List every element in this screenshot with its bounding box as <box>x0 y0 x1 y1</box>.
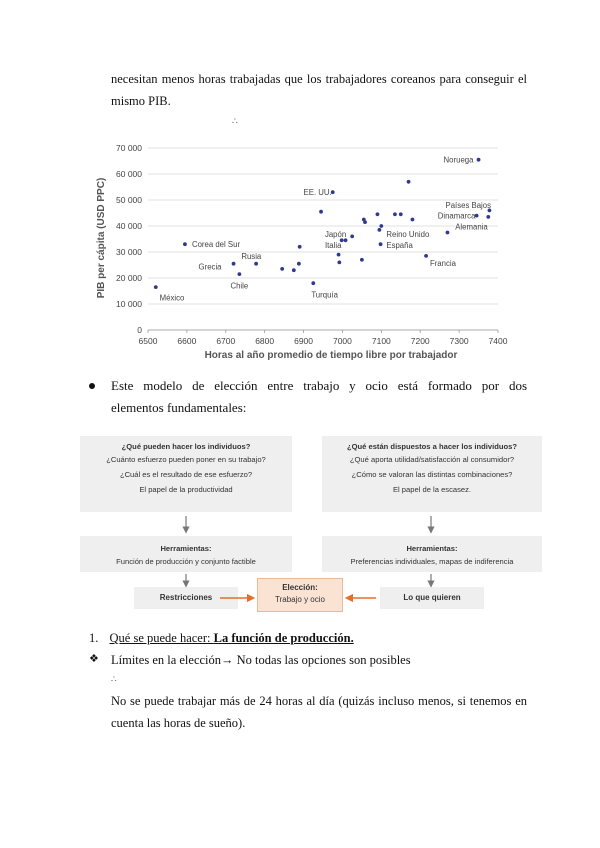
y-tick-label: 50 000 <box>116 195 142 205</box>
point-annotation: Alemania <box>455 222 488 232</box>
y-tick-label: 10 000 <box>116 299 142 309</box>
section-1-bold: La función de producción. <box>213 631 354 645</box>
data-point <box>411 218 415 222</box>
point-annotation: Turquía <box>311 290 338 300</box>
x-tick-label: 6800 <box>255 336 275 346</box>
point-annotation: Reino Unido <box>386 229 430 239</box>
x-tick-label: 7100 <box>371 336 391 346</box>
final-line-2: cuenta las horas de sueño). <box>111 716 246 730</box>
data-point <box>337 253 341 257</box>
point-annotation: México <box>159 293 185 303</box>
final-line-1: No se puede trabajar más de 24 horas al día (quizás incluso menos, si tenemos en <box>111 694 527 708</box>
eleccion-box <box>257 578 343 612</box>
data-point <box>254 262 258 266</box>
data-point <box>319 210 323 214</box>
eleccion-text: Trabajo y ocio <box>275 595 325 604</box>
y-tick-label: 0 <box>137 325 142 335</box>
x-tick-label: 7000 <box>332 336 352 346</box>
data-point <box>363 220 367 224</box>
diamond-bullet-icon: ❖ <box>89 653 99 665</box>
point-annotation: Chile <box>230 281 249 291</box>
point-annotation: Francia <box>429 258 456 268</box>
x-tick-label: 6600 <box>177 336 197 346</box>
data-point <box>379 224 383 228</box>
bullet-1-paragraph <box>111 375 527 419</box>
chart-annotations <box>160 156 491 303</box>
bullet-1-line-1: Este modelo de elección entre trabajo y ocio está formado por dos <box>111 378 527 393</box>
right-top-box <box>322 436 542 512</box>
y-tick-label: 40 000 <box>116 221 142 231</box>
bullet-dot-icon <box>89 383 95 389</box>
point-annotation: Italia <box>324 240 342 250</box>
bullet-1-line-2: elementos fundamentales: <box>111 400 247 415</box>
left-top-title: ¿Qué pueden hacer los individuos? <box>121 442 251 451</box>
section-1-number: 1. <box>89 631 99 645</box>
data-point <box>350 235 354 239</box>
right-tools-box <box>322 536 542 572</box>
section-1-heading <box>89 631 354 646</box>
y-tick-label: 30 000 <box>116 247 142 257</box>
data-point <box>280 267 284 271</box>
x-tick-label: 6700 <box>216 336 236 346</box>
data-point <box>376 212 380 216</box>
small-mark-icon: ∴ <box>232 116 238 126</box>
data-point <box>237 272 241 276</box>
point-annotation: Rusia <box>241 252 262 262</box>
small-mark-icon-2: ∴ <box>111 674 117 684</box>
x-tick-label: 7200 <box>410 336 430 346</box>
point-annotation: EE. UU. <box>303 188 332 198</box>
left-top-line-1: ¿Cuánto esfuerzo pueden poner en su trabajo? <box>106 455 266 464</box>
data-point <box>298 245 302 249</box>
data-point <box>292 268 296 272</box>
x-tick-label: 7400 <box>488 336 508 346</box>
point-annotation: Noruega <box>443 155 474 165</box>
point-annotation: Corea del Sur <box>191 240 241 250</box>
right-top-line-2: ¿Cómo se valoran las distintas combinaciones? <box>351 470 513 479</box>
intro-line-2: mismo PIB. <box>111 94 171 108</box>
data-point <box>360 258 364 262</box>
left-tools-box <box>80 536 292 572</box>
section-1-prefix: Qué se puede hacer: <box>109 631 214 645</box>
data-point <box>344 238 348 242</box>
data-point <box>393 212 397 216</box>
left-tools-text: Función de producción y conjunto factible <box>116 557 256 566</box>
y-tick-label: 60 000 <box>116 169 142 179</box>
data-point <box>297 262 301 266</box>
x-tick-label: 6500 <box>138 336 158 346</box>
data-point <box>377 228 381 232</box>
scatter-chart <box>88 138 513 368</box>
x-tick-labels <box>139 336 508 346</box>
left-top-box <box>80 436 292 512</box>
left-top-line-3: El papel de la productividad <box>139 485 233 494</box>
left-tools-title: Herramientas: <box>160 544 212 553</box>
point-annotation: Japón <box>324 229 347 239</box>
data-point <box>486 215 490 219</box>
point-annotation: España <box>386 240 413 250</box>
y-tick-label: 70 000 <box>116 143 142 153</box>
point-annotation: Dinamarca <box>437 211 476 221</box>
right-tools-text: Preferencias individuales, mapas de indiferencia <box>350 557 514 566</box>
intro-line-1: necesitan menos horas trabajadas que los trabajadores coreanos para conseguir el <box>111 72 527 86</box>
restricciones-box: Restricciones <box>134 587 238 609</box>
right-top-line-1: ¿Qué aporta utilidad/satisfacción al consumidor? <box>349 455 515 464</box>
left-top-line-2: ¿Cuál es el resultado de ese esfuerzo? <box>119 470 253 479</box>
data-point <box>311 281 315 285</box>
point-annotation: Grecia <box>198 262 222 272</box>
data-point <box>424 254 428 258</box>
data-point <box>399 212 403 216</box>
y-tick-label: 20 000 <box>116 273 142 283</box>
point-annotation: Países Bajos <box>445 201 492 211</box>
data-point <box>477 158 481 162</box>
data-point <box>379 242 383 246</box>
y-tick-labels <box>116 143 142 335</box>
lo-que-quieren-box: Lo que quieren <box>380 587 484 609</box>
x-tick-label: 7300 <box>449 336 469 346</box>
data-point <box>154 285 158 289</box>
intro-paragraph <box>111 68 527 112</box>
x-axis-label: Horas al año promedio de tiempo libre por trabajador <box>204 350 458 361</box>
data-point <box>232 262 236 266</box>
y-axis-label: PIB per cápita (USD PPC) <box>96 177 107 299</box>
data-point <box>446 231 450 235</box>
bullet-2-text: Límites en la elección→ No todas las opciones son posibles <box>111 653 411 667</box>
final-paragraph <box>111 690 527 734</box>
data-point <box>183 242 187 246</box>
data-point <box>337 261 341 265</box>
eleccion-title: Elección: <box>282 583 318 592</box>
data-point <box>407 180 411 184</box>
right-top-line-3: El papel de la escasez. <box>392 485 472 494</box>
right-tools-title: Herramientas: <box>406 544 458 553</box>
right-top-title: ¿Qué están dispuestos a hacer los individuos? <box>346 442 518 451</box>
x-tick-label: 6900 <box>294 336 314 346</box>
